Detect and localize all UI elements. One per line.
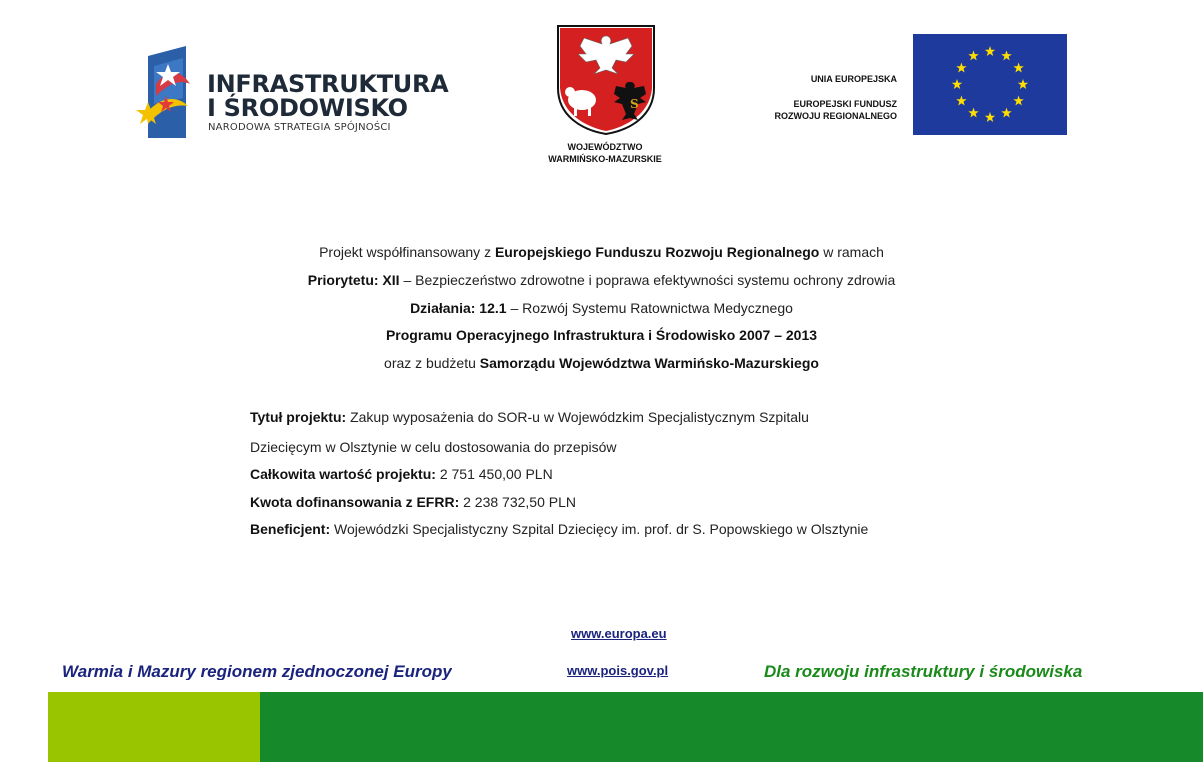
project-title-value-cont: Dziecięcym w Olsztynie w celu dostosowania do przepisów: [250, 439, 617, 455]
eu-star-icon: [1018, 79, 1028, 89]
funding-line-1-fund: Europejskiego Funduszu Rozwoju Regionalnego: [494, 244, 820, 260]
action-label: Działania: 12.1: [410, 300, 507, 316]
stars-flag-icon: [136, 44, 206, 144]
efrr-value: 2 238 732,50 PLN: [463, 494, 576, 510]
footer-band-green: [260, 692, 1203, 762]
budget-source: Samorządu Województwa Warmińsko-Mazurskiego: [479, 355, 819, 371]
project-title-label: Tytuł projektu:: [250, 409, 347, 425]
efrr-label: Kwota dofinansowania z EFRR:: [250, 494, 460, 510]
slogan-left: Warmia i Mazury regionem zjednoczonej Europy: [62, 662, 452, 680]
priority-text: – Bezpieczeństwo zdrowotne i poprawa efektywności systemu ochrony zdrowia: [403, 272, 896, 288]
eu-star-icon: [1013, 63, 1023, 73]
funding-line-3: [0, 300, 1203, 316]
eu-star-icon: [952, 79, 962, 89]
beneficiary-row: [250, 521, 868, 537]
infrastruktura-srodowisko-logo: [136, 44, 449, 144]
svg-text:S: S: [630, 97, 639, 111]
eu-flag-icon: [913, 34, 1067, 135]
beneficiary-label: Beneficjent:: [250, 521, 331, 537]
region-label: [520, 141, 690, 165]
eu-label-line2: EUROPEJSKI FUNDUSZ: [793, 99, 897, 109]
funding-line-5: [0, 355, 1203, 371]
priority-label: Priorytetu: XII: [307, 272, 400, 288]
funding-line-1-post: w ramach: [823, 244, 884, 260]
funding-line-2: [0, 272, 1203, 288]
funding-line-1: [0, 244, 1203, 260]
footer-band: [48, 692, 1203, 762]
efrr-row: [250, 494, 576, 510]
project-title-row-2: [250, 439, 616, 455]
eu-star-icon: [956, 96, 966, 106]
total-value: 2 751 450,00 PLN: [439, 466, 553, 482]
action-text: – Rozwój Systemu Ratownictwa Medycznego: [510, 300, 793, 316]
budget-pre: oraz z budżetu: [384, 355, 476, 371]
logo-title-line2: I ŚRODOWISKO: [207, 94, 408, 122]
eu-star-icon: [956, 63, 966, 73]
total-value-label: Całkowita wartość projektu:: [250, 466, 436, 482]
eu-label-line3: ROZWOJU REGIONALNEGO: [774, 111, 897, 121]
logo-title-line1: INFRASTRUKTURA: [207, 70, 449, 98]
total-value-row: [250, 466, 553, 482]
beneficiary-value: Wojewódzki Specjalistyczny Szpital Dziecięcy im. prof. dr S. Popowskiego w Olsztynie: [334, 521, 869, 537]
programme-name: Programu Operacyjnego Infrastruktura i Środowisko 2007 – 2013: [385, 327, 818, 343]
project-title-value: Zakup wyposażenia do SOR-u w Wojewódzkim Specjalistycznym Szpitalu: [350, 409, 809, 425]
project-title-row: [250, 409, 809, 425]
eu-star-icon: [985, 46, 995, 56]
pois-link[interactable]: www.pois.gov.pl: [567, 663, 669, 678]
eu-star-icon: [968, 108, 978, 118]
coat-of-arms-icon: [556, 24, 656, 136]
eu-star-icon: [985, 112, 995, 122]
region-label-line1: WOJEWÓDZTWO: [567, 142, 643, 152]
eu-star-icon: [1001, 108, 1011, 118]
europa-link[interactable]: www.europa.eu: [571, 626, 667, 641]
eu-star-icon: [1013, 96, 1023, 106]
logo-subtitle: NARODOWA STRATEGIA SPÓJNOŚCI: [208, 122, 391, 133]
eu-label: [740, 73, 897, 122]
eu-star-icon: [968, 50, 978, 60]
funding-line-1-pre: Projekt współfinansowany z: [319, 244, 492, 260]
footer-band-lime: [48, 692, 260, 762]
eu-label-line1: UNIA EUROPEJSKA: [810, 74, 897, 84]
funding-line-4: [0, 327, 1203, 343]
region-label-line2: WARMIŃSKO-MAZURSKIE: [548, 154, 662, 164]
slogan-right: Dla rozwoju infrastruktury i środowiska: [764, 662, 1083, 680]
eu-star-icon: [1001, 50, 1011, 60]
